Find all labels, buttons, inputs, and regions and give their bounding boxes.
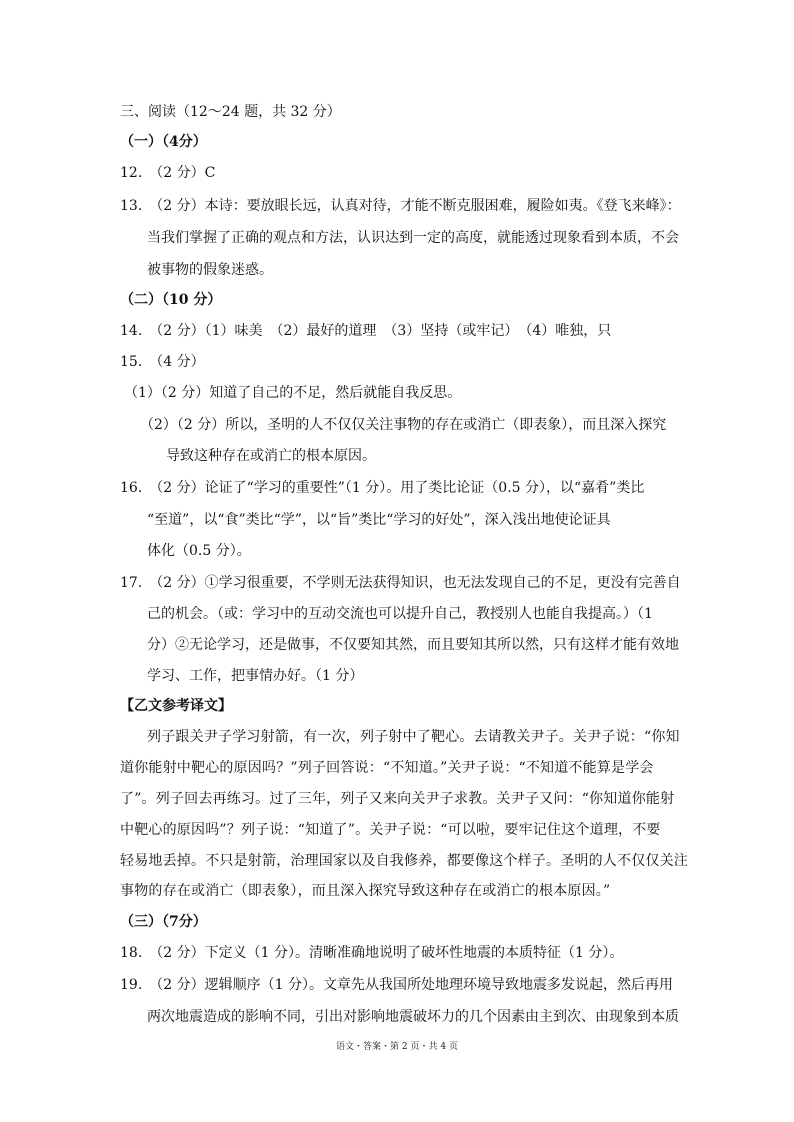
q17-line-3: 分）②无论学习，还是做事，不仅要知其然，而且要知其所以然，只有这样才能有效地: [147, 637, 679, 653]
q18-answer: 18. （2 分）下定义（1 分）。清晰准确地说明了破坏性地震的本质特征（1 分）。: [120, 945, 624, 961]
translation-line-3: 了”。列子回去再练习。过了三年，列子又来向关尹子求教。关尹子又问：“你知道你能射: [120, 791, 675, 807]
q15-sub1: （1）（2 分）知道了自己的不足，然后就能自我反思。: [124, 385, 462, 401]
translation-heading: 【乙文参考译文】: [120, 698, 232, 714]
q13-line-2: 当我们掌握了正确的观点和方法，认识达到一定的高度，就能透过现象看到本质，不会: [147, 230, 679, 246]
q16-line-2: “至道”，以“食”类比“学”，以“旨”类比“学习的好处”，深入浅出地使论证具: [147, 512, 611, 528]
q13-line-1: 13. （2 分）本诗：要放眼长远，认真对待，才能不断克服困难，履险如夷。《登飞来峰》：: [120, 198, 681, 214]
q15-sub2-line-1: （2）（2 分）所以，圣明的人不仅仅关注事物的存在或消亡（即表象），而且深入探究: [140, 417, 667, 433]
part3-heading: （三）（7分）: [120, 914, 207, 930]
q17-line-2: 己的机会。（或：学习中的互动交流也可以提升自己，教授别人也能自我提高。）（1: [147, 606, 653, 622]
q16-line-1: 16. （2 分）论证了“学习的重要性”（1 分）。用了类比论证（0.5 分），以“嘉肴”类比: [120, 480, 645, 496]
translation-line-6: 事物的存在或消亡（即表象），而且深入探究导致这种存在或消亡的根本原因。”: [120, 883, 611, 899]
page-footer: 语文・答案・第 2 页・共 4 页: [336, 1042, 458, 1052]
translation-line-5: 轻易地丢掉。不只是射箭，治理国家以及自我修养，都要像这个样子。圣明的人不仅仅关注: [120, 853, 688, 869]
q15-sub2-line-2: 导致这种存在或消亡的根本原因。: [166, 448, 376, 464]
q17-line-1: 17. （2 分）①学习很重要，不学则无法获得知识，也无法发现自己的不足，更没有完善自: [120, 575, 681, 591]
translation-line-4: 中靶心的原因吗”？列子说：“知道了”。关尹子说：“可以啦，要牢记住这个道理，不要: [120, 822, 661, 838]
translation-line-2: 道你能射中靶心的原因吗？”列子回答说：“不知道。”关尹子说：“不知道不能算是学会: [120, 760, 654, 776]
q17-line-4: 学习、工作，把事情办好。（1 分）: [147, 668, 364, 684]
q13-line-3: 被事物的假象迷惑。: [147, 262, 273, 278]
q15-heading: 15. （4 分）: [120, 354, 205, 370]
section-heading: 三、阅读（12～24 题，共 32 分）: [120, 104, 341, 120]
part1-heading: （一）（4分）: [120, 134, 207, 150]
q19-line-2: 两次地震造成的影响不同，引出对影响地震破坏力的几个因素由主到次、由现象到本质: [147, 1009, 679, 1025]
translation-line-1: 列子跟关尹子学习射箭，有一次，列子射中了靶心。去请教关尹子。关尹子说：“你知: [147, 729, 680, 745]
q19-line-1: 19. （2 分）逻辑顺序（1 分）。文章先从我国所处地理环境导致地震多发说起，然后再用: [120, 977, 673, 993]
q14-answer: 14. （2 分）（1）味美 （2）最好的道理 （3）坚持（或牢记） （4）唯独，只: [120, 323, 612, 339]
q16-line-3: 体化（0.5 分）。: [147, 543, 251, 559]
q12-answer: 12. （2 分）C: [120, 165, 216, 181]
part2-heading: （二）（10 分）: [120, 292, 222, 308]
